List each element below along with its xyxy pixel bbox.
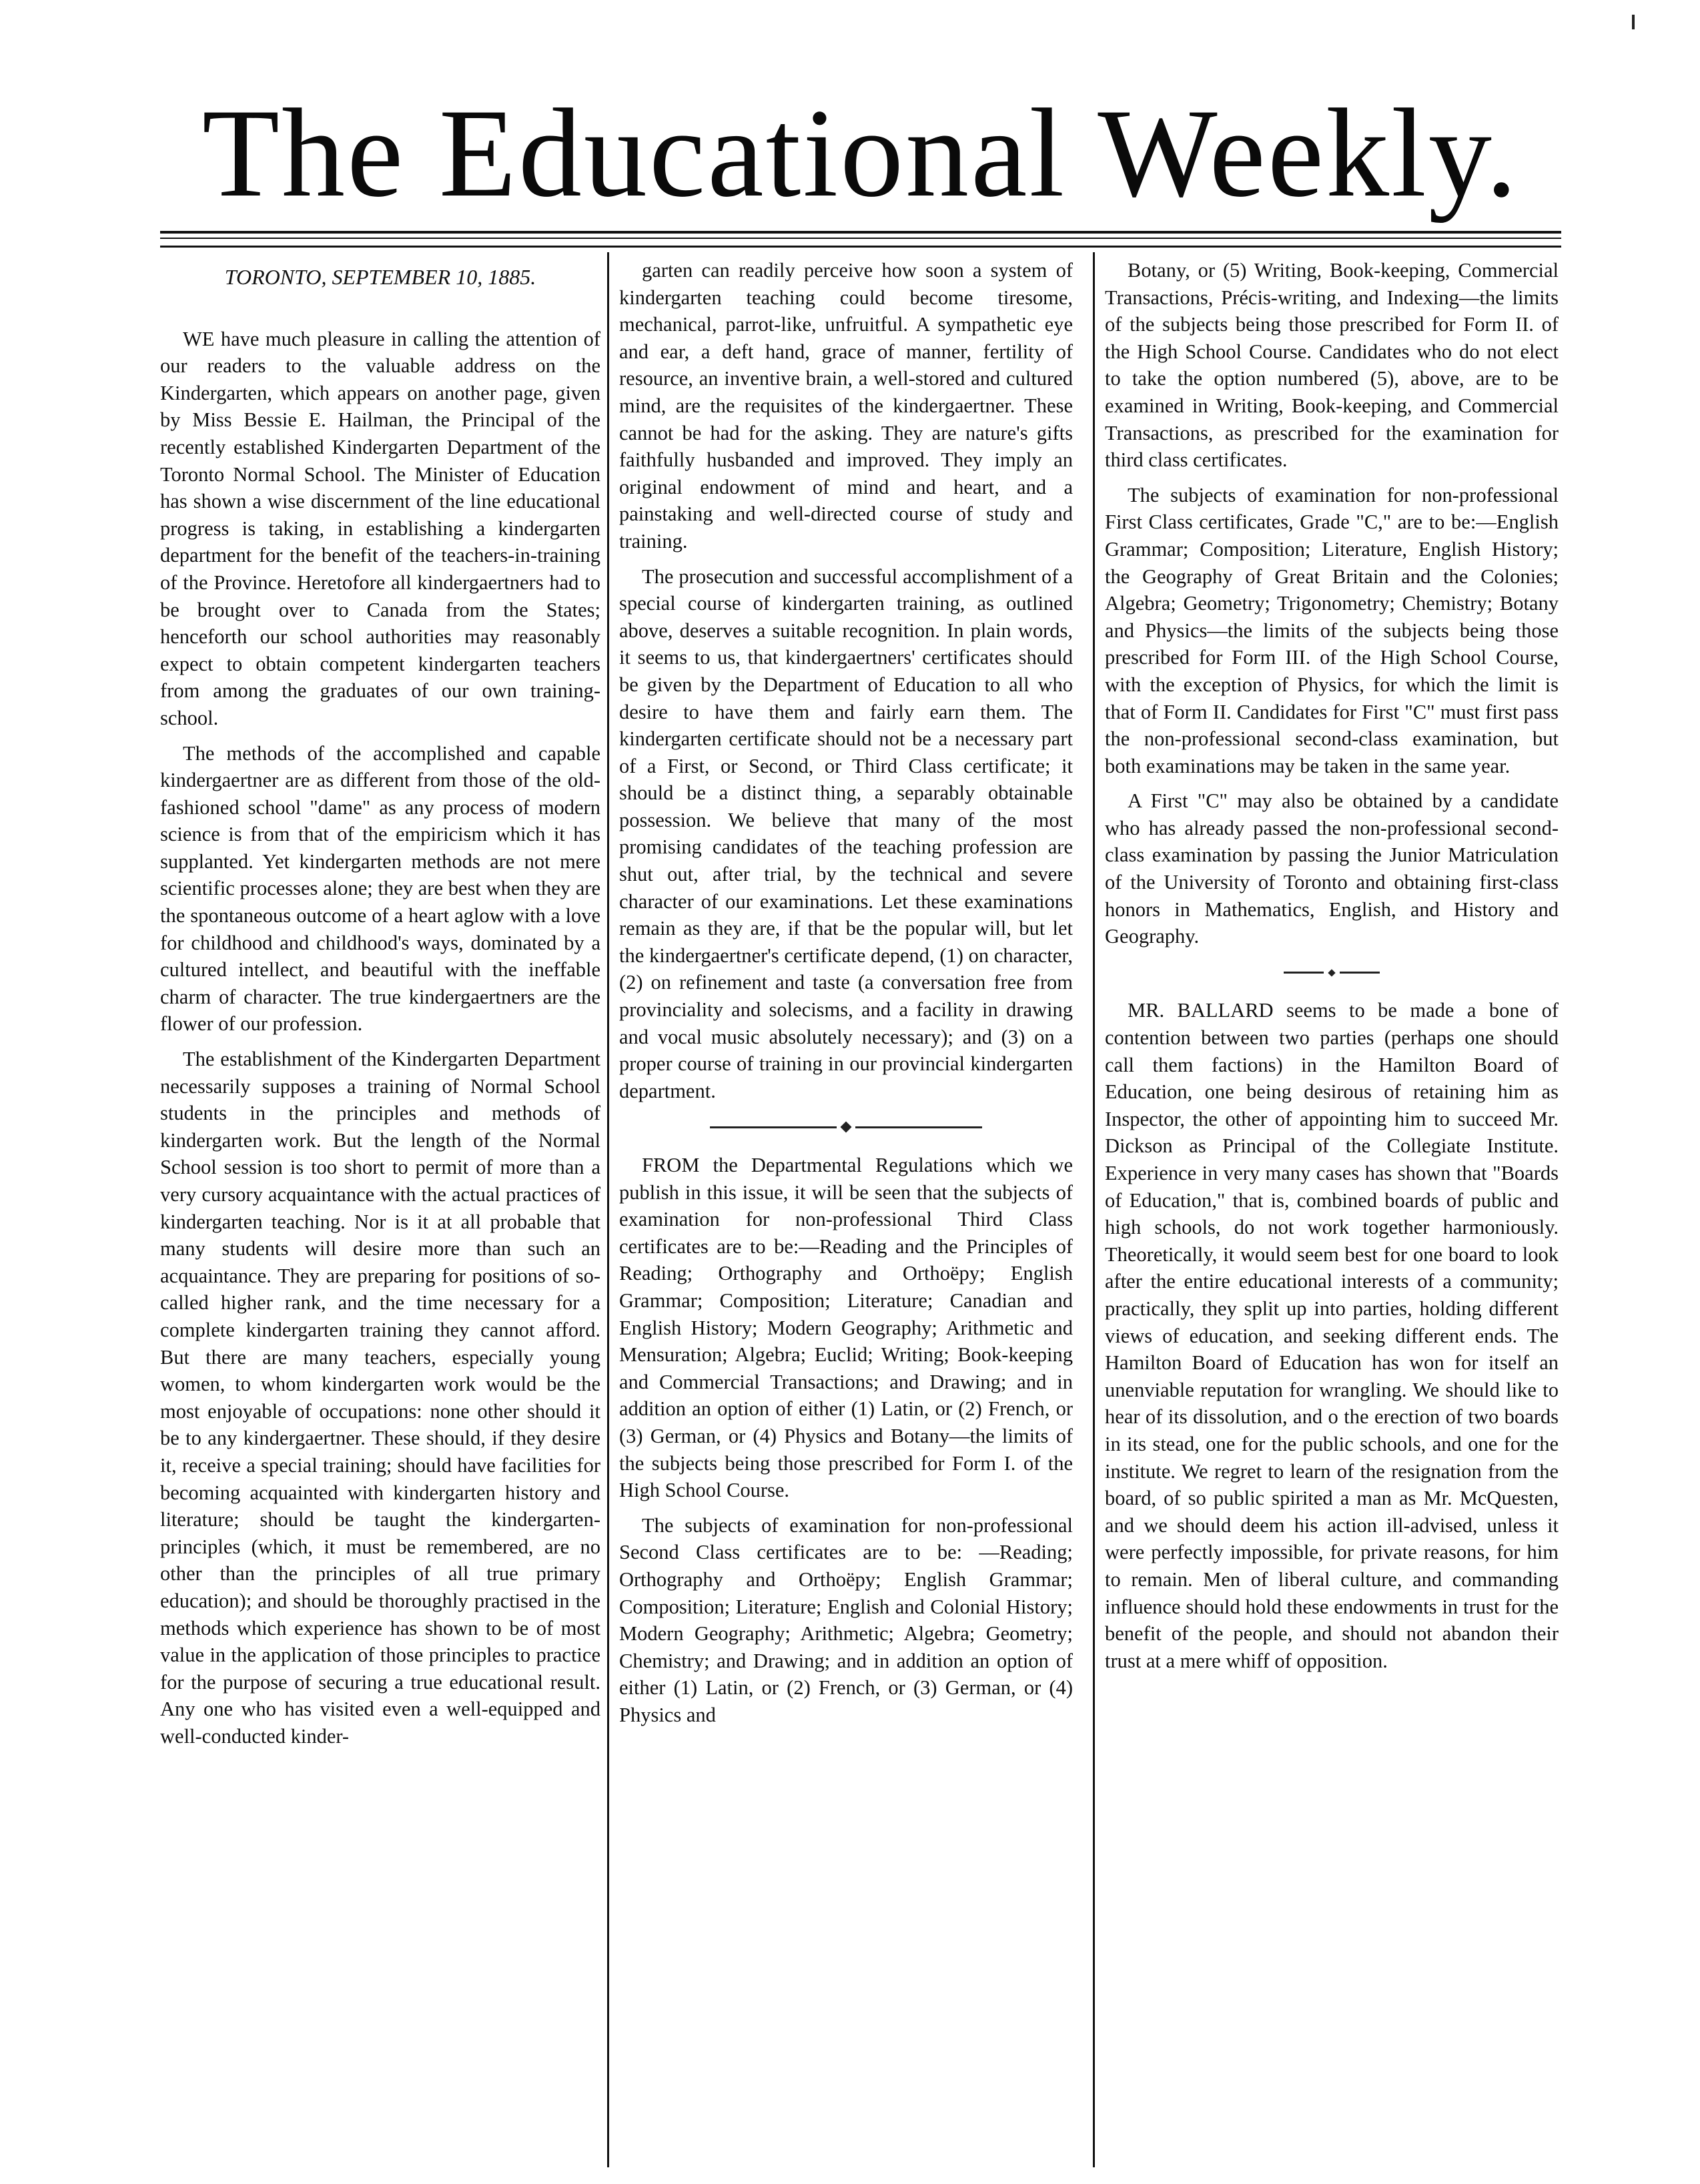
paragraph: The prosecution and successful accomplishment of a special course of kindergarten training, as outlined above, deserves a suitable recognition. In plain words, it seems to us, that kindergaertners' certificates should be given by the Department of Education to all who desire to have them and fairly earn them. The kindergarten certificate should not be a necessary part of a First, or Second, or Third Class certificate; it should be a distinct thing, a separably obtainable possession. We believe that many of the most promising candidates of the teaching profession are shut out, after trial, by the technical and severe character of our examinations. Let these examinations remain as they are, if that be the popular will, but let the kindergaertner's certificate depend, (1) on character, (2) on refinement and taste (a conversation free from provinciality and solecisms, and a facility in drawing and vocal music absolutely necessary); and (3) on a proper course of training in our provincial kindergarten department.: [619, 565, 1073, 1102]
section-separator: [619, 1112, 1073, 1140]
paragraph: WE have much pleasure in calling the attention of our readers to the valuable address on the Kindergarten, which appears on another page, given by Miss Bessie E. Hailman, the Principal of the recently established Kindergarten Department of the Toronto Normal School. The Minister of Education has shown a wise discernment of the line educational progress is taking, in establishing a kindergarten department for the benefit of the teachers-in-training of the Province. Heretofore all kindergaertners had to be brought over to Canada from the States; henceforth our school authorities may reasonably expect to obtain competent kindergarten teachers from among the graduates of our own training-school.: [160, 327, 600, 729]
column-1: [160, 257, 600, 1758]
paragraph: The subjects of examination for non-professional Second Class certificates are to be: —Reading; Orthography and Orthoëpy; English Grammar; Composition; Literature; English and Colonial History; Modern Geography; Arithmetic; Algebra; Geometry; Chemistry; and Drawing; and in addition an option of either (1) Latin, or (2) French, or (3) German, or (4) Physics and: [619, 1513, 1073, 1726]
column-divider: [1093, 252, 1095, 2167]
paragraph: The establishment of the Kindergarten Department necessarily supposes a training of Normal School students in the principles and methods of kindergarten work. But the length of the Normal School session is too short to permit of more than a very cursory acquaintance with the actual practices of kindergarten teaching. Nor is it at all probable that many students will desire more than such an acquaintance. They are preparing for positions of so-called higher rank, and the time necessary for a complete kindergarten training they cannot afford. But there are many teachers, especially young women, to whom kindergarten work would be the most enjoyable of occupations: none other should it be to any kindergaertner. These should, if they desire it, receive a special training; should have facilities for becoming acquainted with kindergarten history and literature; should be taught the kindergarten-principles (which, it must be remembered, are no other than the principles of all true primary education); and should be thoroughly practised in the methods which experience has shown to be of most value in the application of those principles to practice for the purpose of securing a true educational result. Any one who has visited even a well-equipped and well-conducted kinder-: [160, 1048, 600, 1748]
paragraph: MR. BALLARD seems to be made a bone of contention between two parties (perhaps one should call them factions) in the Hamilton Board of Education, one being desirous of retaining him as Inspector, the other of appointing him to succeed Mr. Dickson as Principal of the Collegiate Institute. Experience in very many cases has shown that "Boards of Education," that is, combined boards of public and high schools, do not work together harmoniously. Theoretically, it would seem best for one board to look after the entire educational interests of a community; practically, they split up into parties, holding different views of education, and seeking different ends. The Hamilton Board of Education has won for itself an unenviable reputation for wrangling. We should like to hear of its dissolution, and o the erection of two boards in its stead, one for the public schools, and one for the institute. We regret to learn of the resignation from the board, of so public spirited a man as Mr. McQuesten, and we should deem his action ill-advised, unless it were perfectly impossible, for private reasons, for him to remain. Men of liberal culture, and commanding influence should hold these endowments in trust for the benefit of the people, and should not abandon their trust at a mere whiff of opposition.: [1105, 999, 1559, 1672]
paragraph: A First "C" may also be obtained by a candidate who has already passed the non-professional second-class examination by passing the Junior Matriculation of the University of Toronto and obtaining first-class honors in Mathematics, English, and History and Geography.: [1105, 789, 1559, 948]
column-3: [1105, 257, 1559, 1682]
paragraph: Botany, or (5) Writing, Book-keeping, Commercial Transactions, Précis-writing, and Indexing—the limits of the subjects being those prescribed for Form II. of the High School Course. Candidates who do not elect to take the option numbered (5), above, are to be examined in Writing, Book-keeping, and Commercial Transactions, as prescribed for the examination for third class certificates.: [1105, 259, 1559, 472]
masthead-rule: [160, 246, 1561, 248]
masthead-title: The Educational Weekly.: [201, 83, 1520, 224]
corner-mark: [1632, 15, 1635, 29]
section-separator: [1105, 958, 1559, 986]
masthead-rule: [160, 238, 1561, 239]
paragraph: FROM the Departmental Regulations which we publish in this issue, it will be seen that the subjects of examination for non-professional Third Class certificates are to be:—Reading and the Principles of Reading; Orthography and Orthoëpy; English Grammar; Composition; Literature; Canadian and English History; Modern Geography; Arithmetic and Mensuration; Algebra; Euclid; Writing; Book-keeping and Commercial Transactions; and Drawing; and in addition an option of either (1) Latin, or (2) French, or (3) German, or (4) Physics and Botany—the limits of the subjects being those prescribed for Form I. of the High School Course.: [619, 1154, 1073, 1502]
dateline: TORONTO, SEPTEMBER 10, 1885.: [224, 265, 536, 289]
paragraph: The methods of the accomplished and capable kindergaertner are as different from those of the old-fashioned school "dame" as any process of modern science is from that of the empiricism which it has supplanted. Yet kindergarten methods are not mere scientific processes alone; they are best when they are the spontaneous outcome of a heart aglow with a love for childhood and childhood's ways, dominated by a cultured intellect, and beautiful with the ineffable charm of character. The true kindergaertners are the flower of our profession.: [160, 741, 600, 1036]
column-divider: [607, 252, 609, 2167]
masthead-rule: [160, 231, 1561, 234]
paragraph: garten can readily perceive how soon a system of kindergarten teaching could become tiresome, mechanical, parrot-like, unfruitful. A sympathetic eye and ear, a deft hand, grace of manner, fertility of resource, an inventive brain, a well-stored and cultured mind, are the requisites of the kindergaertner. These cannot be had for the asking. They are nature's gifts faithfully husbanded and improved. They imply an original endowment of mind and heart, and a painstaking and well-directed course of study and training.: [619, 259, 1073, 553]
column-2: [619, 257, 1073, 1736]
paragraph: The subjects of examination for non-professional First Class certificates, Grade "C," are to be:—English Grammar; Composition; Literature, English History; the Geography of Great Britain and the Colonies; Algebra; Geometry; Trigonometry; Chemistry; Botany and Physics—the limits of the subjects being those prescribed for Form III. of the High School Course, with the exception of Physics, for which the limit is that of Form II. Candidates for First "C" must first pass the non-professional second-class examination, but both examinations may be taken in the same year.: [1105, 483, 1559, 777]
